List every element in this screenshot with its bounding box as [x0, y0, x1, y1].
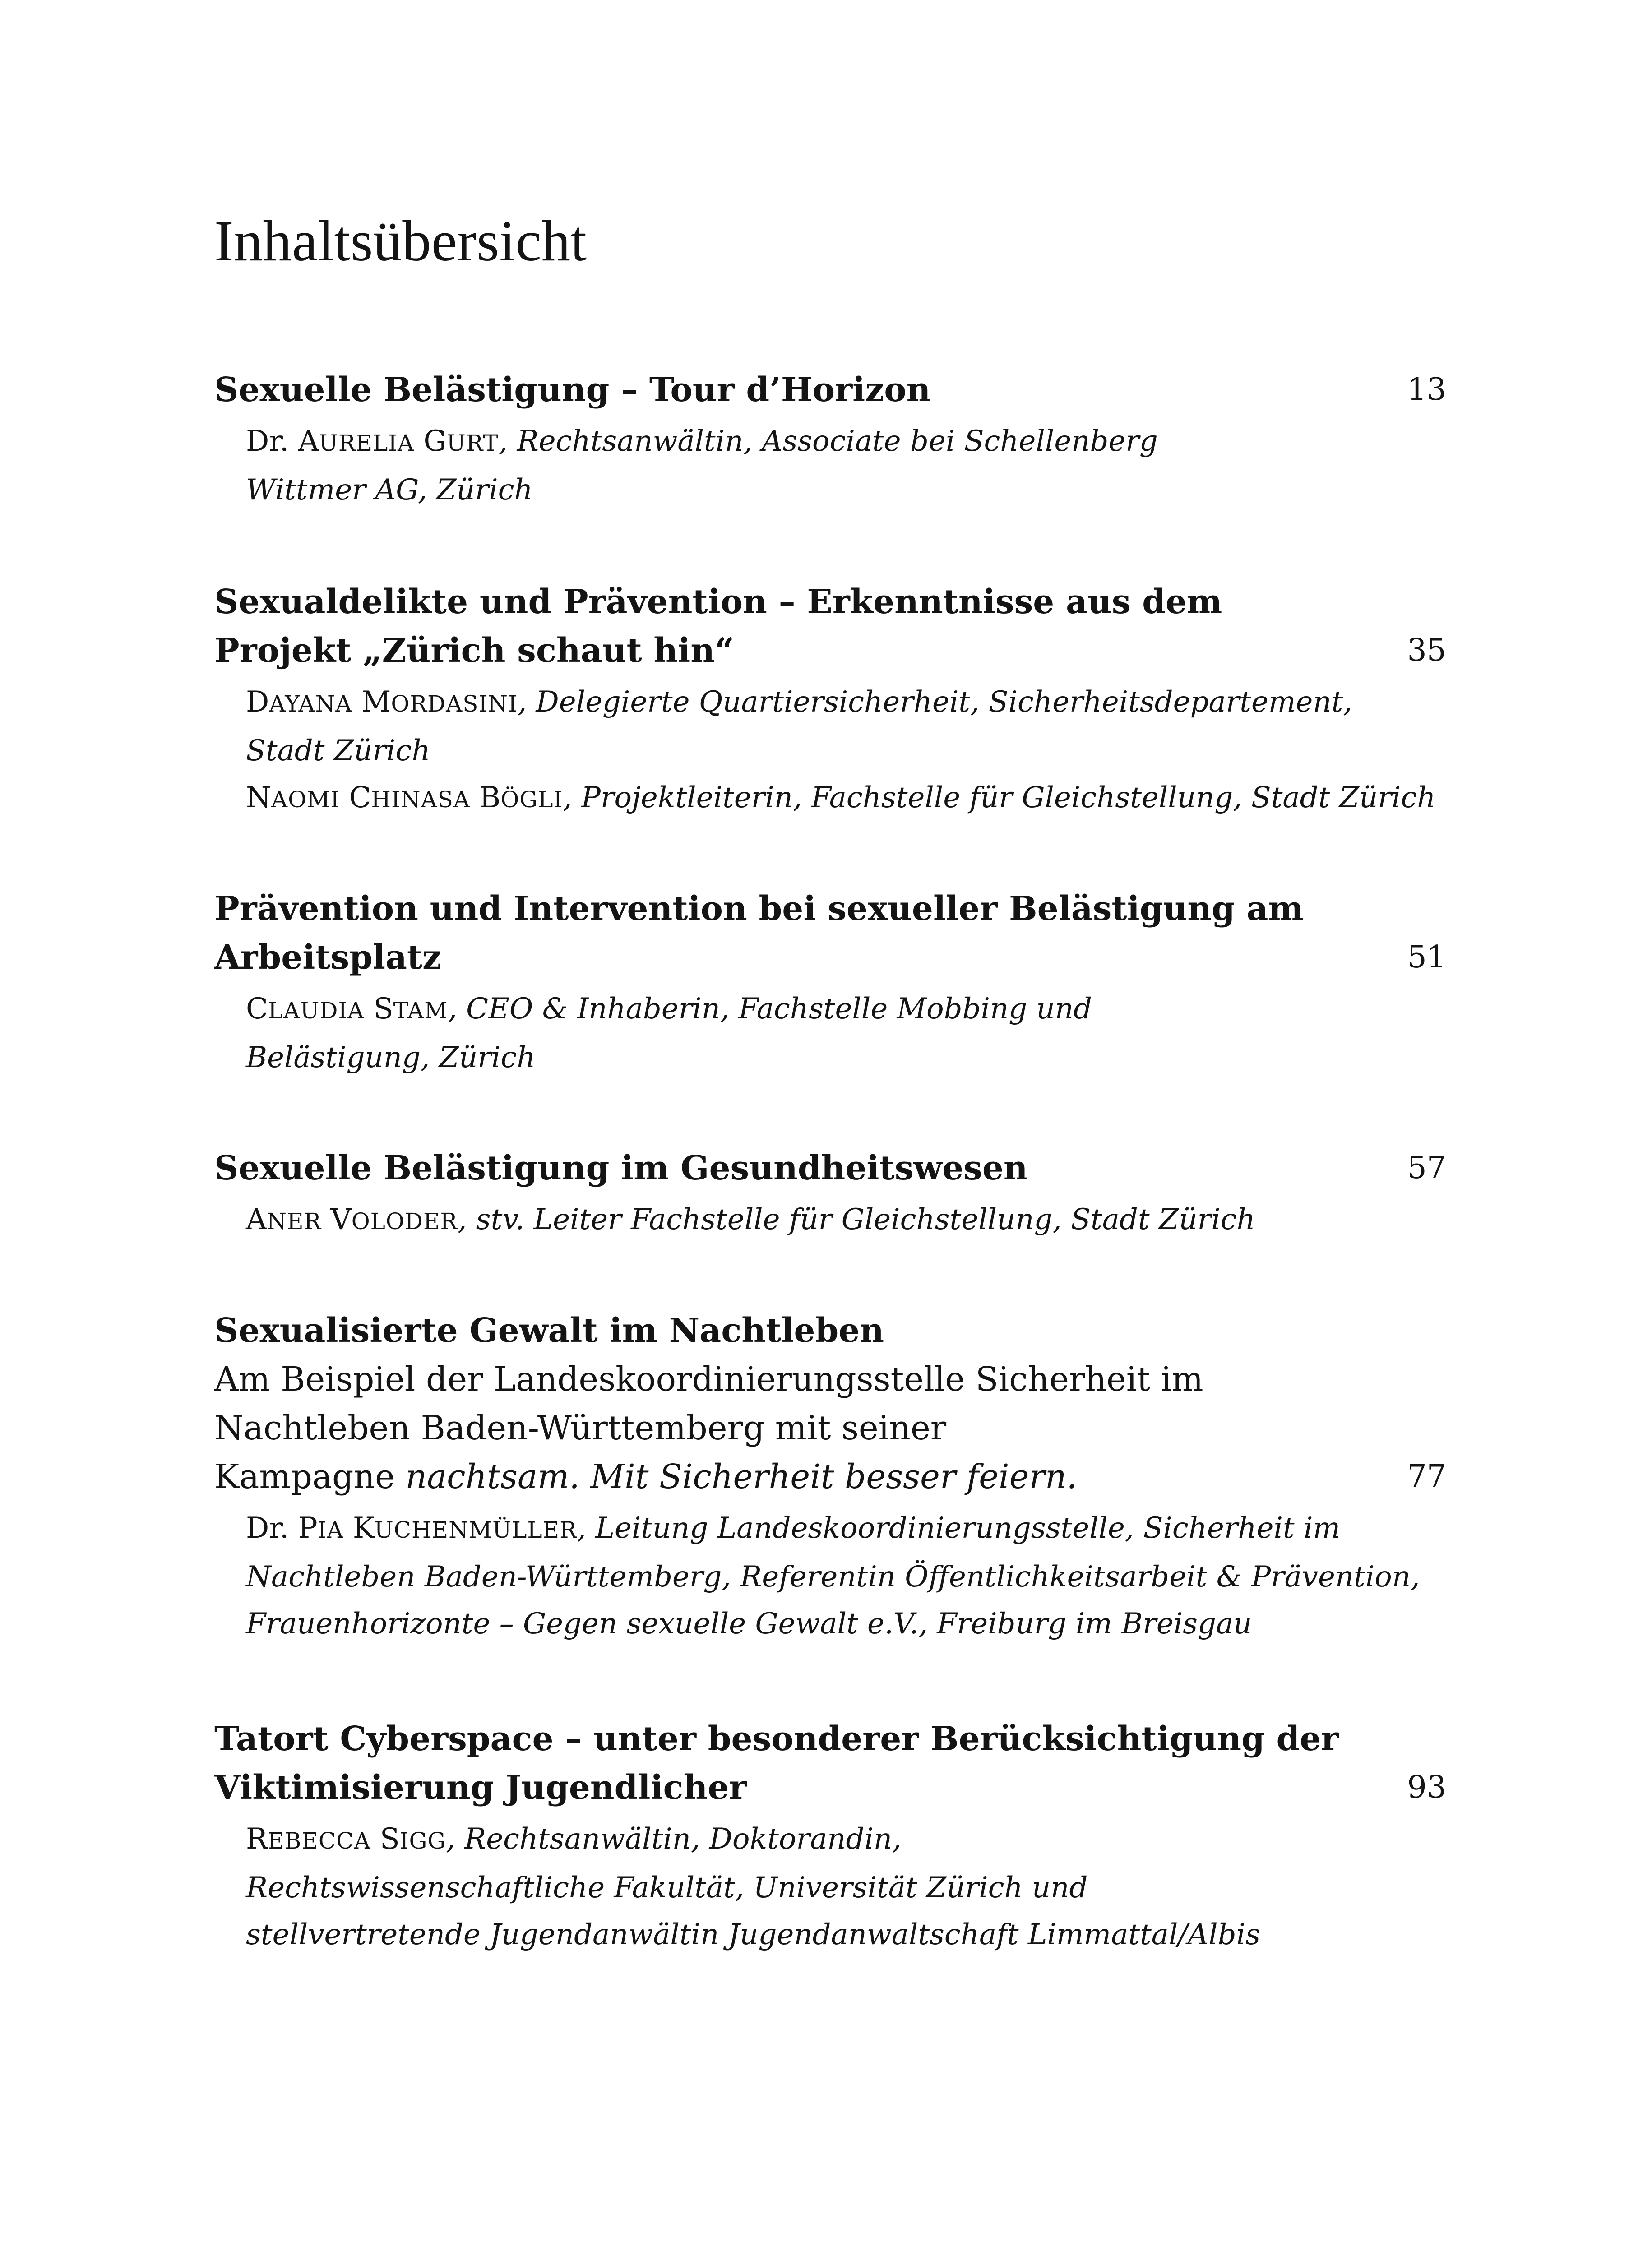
author-line: Rechtswissenschaftliche Fakultät, Universität Zürich und	[246, 1871, 1088, 1905]
entry-title	[214, 1306, 1397, 1501]
title-line: Prävention und Intervention bei sexueller Belästigung am	[214, 889, 1304, 928]
title-line: Arbeitsplatz	[214, 938, 442, 977]
author-line: Stadt Zürich	[246, 734, 430, 767]
author-block	[246, 679, 1446, 823]
title-line: Sexuelle Belästigung im Gesundheitswesen	[214, 1149, 1028, 1188]
toc-entry[interactable]	[214, 1144, 1446, 1245]
toc-entry[interactable]	[214, 578, 1446, 823]
title-line: Viktimisierung Jugendlicher	[214, 1768, 747, 1807]
author-line: Dr. PIA KUCHENMÜLLER, Leitung Landeskoordinierungsstelle, Sicherheit im	[246, 1512, 1341, 1545]
author-block	[246, 1505, 1446, 1647]
author-line: DAYANA MORDASINI, Delegierte Quartiersicherheit, Sicherheitsdepartement,	[246, 685, 1352, 719]
page-number: 93	[1407, 1770, 1446, 1805]
author-line: NAOMI CHINASA BÖGLI, Projektleiterin, Fachstelle für Gleichstellung, Stadt Zürich	[246, 781, 1436, 814]
author-line: stellvertretende Jugendanwältin Jugendanwaltschaft Limmattal/Albis	[246, 1918, 1260, 1951]
page-number: 13	[1407, 372, 1446, 407]
subtitle-line: Am Beispiel der Landeskoordinierungsstelle Sicherheit im	[214, 1360, 1203, 1399]
entry-title	[214, 1715, 1397, 1812]
author-block	[246, 985, 1446, 1081]
title-line: Sexuelle Belästigung – Tour d’Horizon	[214, 370, 931, 409]
page-number: 51	[1407, 939, 1446, 975]
page-number: 35	[1407, 633, 1446, 668]
subtitle-line: Kampagne nachtsam. Mit Sicherheit besser feiern.	[214, 1457, 1078, 1496]
entry-title	[214, 884, 1397, 982]
author-line: Frauenhorizonte – Gegen sexuelle Gewalt e.V., Freiburg im Breisgau	[246, 1607, 1252, 1641]
page-number: 77	[1407, 1459, 1446, 1494]
author-line: ANER VOLODER, stv. Leiter Fachstelle für Gleichstellung, Stadt Zürich	[246, 1203, 1255, 1236]
title-line: Sexualisierte Gewalt im Nachtleben	[214, 1311, 884, 1350]
entry-title	[214, 365, 1397, 414]
author-line: Nachtleben Baden-Württemberg, Referentin Öffentlichkeitsarbeit & Prävention,	[246, 1560, 1420, 1594]
toc-entry[interactable]	[214, 1306, 1446, 1647]
author-block	[246, 418, 1446, 513]
author-block	[246, 1816, 1446, 1958]
entry-title	[214, 578, 1397, 675]
toc-entry[interactable]	[214, 1715, 1446, 1958]
author-line: REBECCA SIGG, Rechtsanwältin, Doktorandin,	[246, 1822, 902, 1856]
author-line: Belästigung, Zürich	[246, 1041, 536, 1074]
title-line: Sexualdelikte und Prävention – Erkenntnisse aus dem	[214, 582, 1222, 621]
subtitle-line: Nachtleben Baden-Württemberg mit seiner	[214, 1409, 947, 1447]
toc-entry[interactable]	[214, 884, 1446, 1081]
author-line: CLAUDIA STAM, CEO & Inhaberin, Fachstelle Mobbing und	[246, 992, 1092, 1026]
page-title: Inhaltsübersicht	[214, 209, 587, 273]
entry-title	[214, 1144, 1397, 1193]
title-line: Projekt „Zürich schaut hin“	[214, 631, 734, 670]
title-line: Tatort Cyberspace – unter besonderer Berücksichtigung der	[214, 1720, 1339, 1758]
author-block	[246, 1196, 1446, 1245]
author-line: Wittmer AG, Zürich	[246, 473, 533, 507]
author-line: Dr. AURELIA GURT, Rechtsanwältin, Associate bei Schellenberg	[246, 425, 1158, 458]
toc-entry[interactable]	[214, 365, 1446, 513]
page-number: 57	[1407, 1150, 1446, 1186]
